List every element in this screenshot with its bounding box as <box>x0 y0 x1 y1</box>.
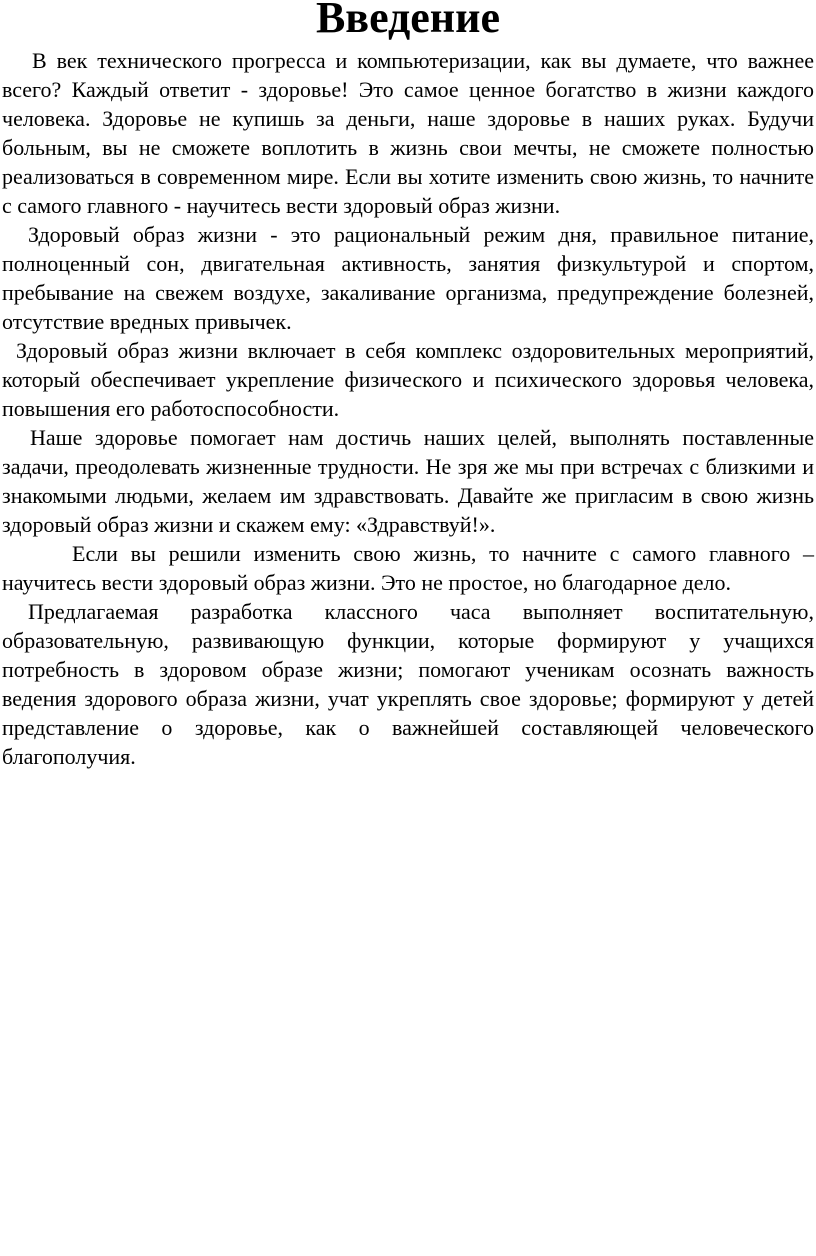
paragraph-6: Предлагаемая разработка классного часа выполняет воспитательную, образовательную, развивающую функции, которые формируют у учащихся потребность в здоровом образе жизни; помогают ученикам осознать важность ведения здорового образа жизни, учат укреплять свое здоровье; формируют у детей представление о здоровье, как о важнейшей составляющей человеческого благополучия. <box>2 599 814 769</box>
paragraph-4: Наше здоровье помогает нам достичь наших целей, выполнять поставленные задачи, преодолевать жизненные трудности. Не зря же мы при встречах с близкими и знакомыми людьми, желаем им здравствовать. Давайте же пригласим в свою жизнь здоровый образ жизни и скажем ему: «Здравствуй!». <box>2 425 814 537</box>
paragraph-3: Здоровый образ жизни включает в себя комплекс оздоровительных мероприятий, который обеспечивает укрепление физического и психического здоровья человека, повышения его работоспособности. <box>2 338 814 421</box>
paragraph-1: В век технического прогресса и компьютеризации, как вы думаете, что важнее всего? Каждый ответит - здоровье! Это самое ценное богатство в жизни каждого человека. Здоровье не купишь за деньги, наше здоровье в наших руках. Будучи больным, вы не сможете воплотить в жизнь свои мечты, не сможете полностью реализоваться в современном мире. Если вы хотите изменить свою жизнь, то начните с самого главного - научитесь вести здоровый образ жизни. <box>2 48 814 218</box>
document-title: Введение <box>315 0 501 42</box>
paragraph-2: Здоровый образ жизни - это рациональный режим дня, правильное питание, полноценный сон, двигательная активность, занятия физкультурой и спортом, пребывание на свежем воздухе, закаливание организма, предупреждение болезней, отсутствие вредных привычек. <box>2 222 814 334</box>
paragraph-5: Если вы решили изменить свою жизнь, то начните с самого главного – научитесь вести здоровый образ жизни. Это не простое, но благодарное дело. <box>2 541 814 595</box>
